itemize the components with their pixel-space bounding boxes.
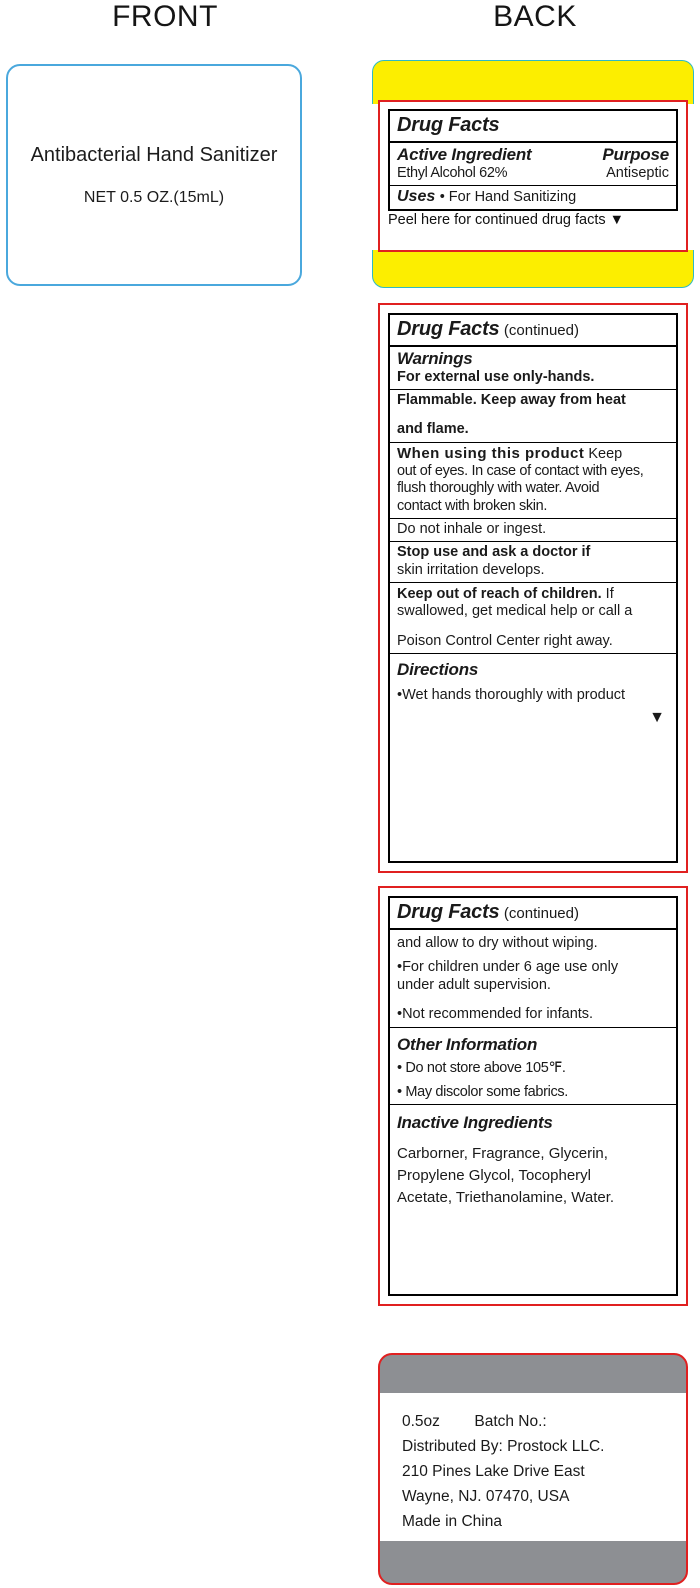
uses-row: [390, 186, 676, 209]
keep-out-line2: swallowed, get medical help or call a: [397, 603, 633, 620]
inactive-ingredients-row: [390, 1105, 676, 1212]
drug-facts-title-row: [390, 111, 676, 143]
distributor-city-state-zip: Wayne, NJ. 07470, USA: [402, 1488, 570, 1506]
distributor-origin: Made in China: [402, 1513, 502, 1531]
uses-heading: Uses: [397, 187, 436, 205]
warnings-panel: [378, 303, 688, 873]
warnings-title-row: [390, 315, 676, 347]
drug-facts-continued-label: (continued): [503, 322, 579, 339]
drug-facts-title: Drug Facts: [397, 901, 500, 923]
front-product-name: Antibacterial Hand Sanitizer: [30, 143, 278, 166]
when-using-rest: Keep: [584, 445, 623, 462]
directions-continued-row: [390, 930, 676, 1028]
drug-facts-box-other: [388, 896, 678, 1296]
peel-red-frame: [378, 100, 688, 252]
spacer: [397, 621, 669, 633]
drug-facts-title: Drug Facts: [397, 114, 500, 136]
other-information-heading: Other Information: [397, 1034, 538, 1054]
keep-out-rest: If: [601, 586, 614, 603]
when-using-line1: [397, 445, 669, 463]
drug-facts-continued-label: (continued): [503, 905, 579, 922]
other-title-row: [390, 898, 676, 930]
distributor-size-batch: 0.5oz Batch No.:: [402, 1413, 547, 1430]
uses-value: • For Hand Sanitizing: [439, 188, 577, 205]
directions-cont-line2: •For children under 6 age use only: [397, 959, 619, 976]
other-info-line2: • May discolor some fabrics.: [397, 1083, 568, 1100]
directions-cont-line3: under adult supervision.: [397, 976, 551, 993]
distributor-street: 210 Pines Lake Drive East: [402, 1463, 585, 1481]
when-using-line3: flush thoroughly with water. Avoid: [397, 480, 600, 497]
warnings-flammable-line1: Flammable. Keep away from heat: [397, 391, 626, 408]
warnings-flammable-row: [390, 390, 676, 443]
warnings-when-using-row: [390, 443, 676, 519]
inactive-line1: Carborner, Fragrance, Glycerin,: [397, 1145, 608, 1163]
peel-tab-bottom-strip: [372, 250, 694, 288]
other-info-line1: • Do not store above 105℉.: [397, 1060, 566, 1077]
warnings-heading: Warnings: [397, 349, 473, 368]
front-label-panel: [6, 64, 302, 286]
front-column-heading: FRONT: [112, 0, 218, 33]
when-using-lede: When using this product: [397, 444, 585, 462]
stop-use-line2: skin irritation develops.: [397, 561, 545, 578]
peel-instruction-note: Peel here for continued drug facts ▼: [388, 212, 625, 229]
purpose-heading: Purpose: [602, 145, 669, 164]
active-ingredient-heading: Active Ingredient: [397, 145, 532, 164]
continue-triangle-icon: ▼: [649, 709, 665, 727]
warnings-stop-use-row: [390, 542, 676, 583]
inactive-line3: Acetate, Triethanolamine, Water.: [397, 1188, 615, 1206]
when-using-line4: contact with broken skin.: [397, 497, 548, 514]
active-ingredient-value: Ethyl Alcohol 62%: [397, 164, 508, 181]
stop-use-line1: Stop use and ask a doctor if: [397, 544, 591, 561]
warnings-do-not-inhale: Do not inhale or ingest.: [397, 520, 547, 537]
directions-heading: Directions: [397, 660, 479, 680]
directions-line1: •Wet hands thoroughly with product: [397, 686, 626, 703]
warnings-heading-row: [390, 347, 676, 390]
directions-row: [390, 654, 676, 729]
distributor-text-block: [380, 1393, 686, 1541]
purpose-value: Antiseptic: [606, 164, 669, 181]
keep-out-line3: Poison Control Center right away.: [397, 632, 613, 649]
front-net-contents: NET 0.5 OZ.(15mL): [83, 188, 225, 206]
back-column-heading: BACK: [493, 0, 577, 33]
keep-out-line1: [397, 585, 669, 603]
warnings-flammable-line2: and flame.: [397, 421, 469, 438]
other-information-panel: [378, 886, 688, 1306]
warnings-do-not-inhale-row: [390, 519, 676, 542]
distributor-company: Distributed By: Prostock LLC.: [402, 1438, 605, 1456]
when-using-line2: out of eyes. In case of contact with eyes,: [397, 462, 644, 479]
directions-cont-line1: and allow to dry without wiping.: [397, 935, 598, 951]
active-ingredient-row: [390, 143, 676, 186]
spacer: [397, 994, 669, 1006]
warnings-external-use: For external use only-hands.: [397, 368, 595, 385]
peel-panel: [378, 60, 688, 288]
distributor-panel: [378, 1353, 688, 1585]
drug-facts-box-warnings: [388, 313, 678, 863]
inactive-line2: Propylene Glycol, Tocopheryl: [397, 1167, 591, 1185]
warnings-keep-out-row: [390, 583, 676, 654]
directions-cont-line4: •Not recommended for infants.: [397, 1006, 594, 1023]
spacer: [397, 409, 669, 421]
inactive-ingredients-heading: Inactive Ingredients: [397, 1112, 553, 1132]
other-information-row: [390, 1028, 676, 1105]
drug-facts-box-primary: [388, 109, 678, 211]
drug-facts-title: Drug Facts: [397, 318, 500, 340]
peel-tab-top-strip: [372, 60, 694, 104]
keep-out-lede: Keep out of reach of children.: [397, 586, 602, 603]
